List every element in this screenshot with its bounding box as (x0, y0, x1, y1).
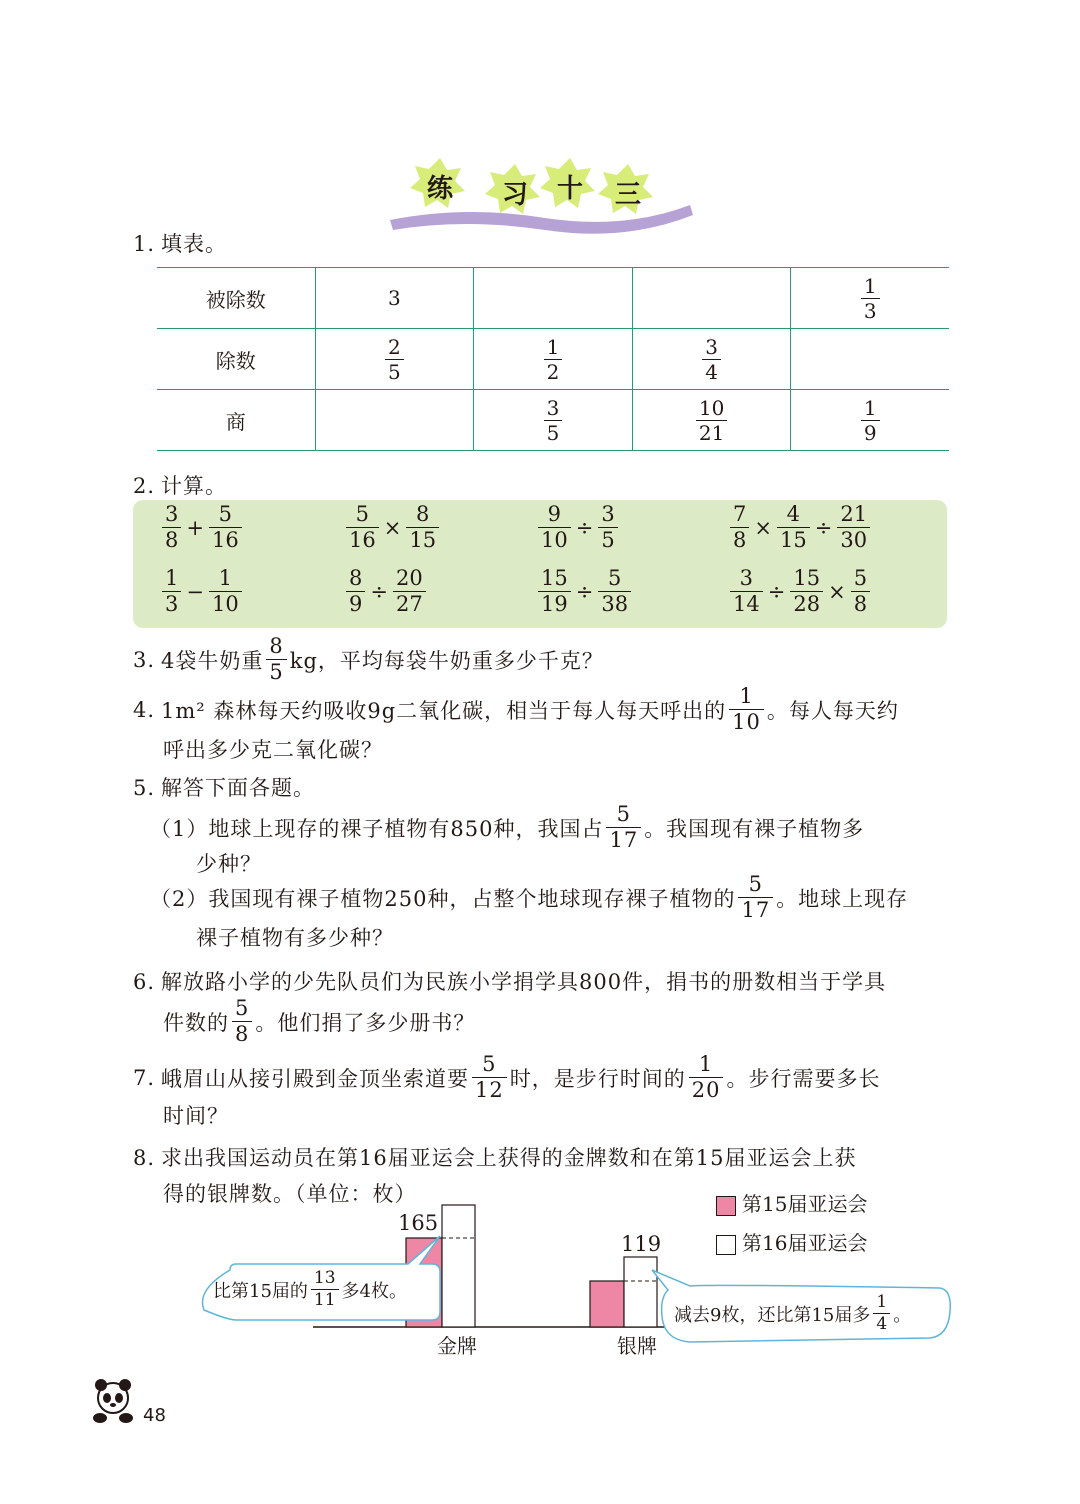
calc-fraction-den: 15 (406, 527, 439, 551)
calc-fraction-den: 14 (730, 591, 763, 615)
q7-text-a: 峨眉山从接引殿到金顶坐索道要 (161, 1066, 469, 1091)
calc-fraction-num: 15 (793, 566, 821, 590)
q7-number: 7. (133, 1065, 156, 1090)
calc-fraction-den: 10 (209, 591, 242, 615)
calc-operator: + (186, 515, 204, 540)
calc-fraction-num: 1 (218, 566, 233, 590)
calc-fraction-num: 3 (739, 566, 754, 590)
page-number: 48 (143, 1405, 166, 1426)
callout-silver-b: 。 (893, 1304, 912, 1326)
q5-text: 解答下面各题。 (161, 776, 315, 800)
calc-operator: × (383, 515, 402, 540)
calc-operator: ÷ (370, 579, 388, 604)
q7-text-c: 。步行需要多长 (726, 1066, 881, 1091)
q4-text-b: 。每人每天约 (766, 698, 899, 723)
bar-silver-16 (624, 1257, 657, 1327)
label-119: 119 (621, 1232, 662, 1256)
calc-fraction-num: 21 (840, 502, 868, 526)
title-char-2: 习 (502, 180, 529, 210)
q4-frac-den: 10 (729, 709, 764, 733)
callout-silver-text (674, 1294, 911, 1333)
table-cell-fraction-den: 5 (385, 359, 404, 382)
label-165: 165 (398, 1211, 439, 1235)
table-cell-fraction-num: 3 (705, 334, 718, 359)
q7-frac2-den: 20 (689, 1077, 724, 1101)
calc-fraction-den: 28 (790, 591, 823, 615)
calc-fraction-den: 5 (598, 527, 617, 551)
calc-fraction-den: 10 (538, 527, 571, 551)
calc-fraction-num: 5 (853, 566, 868, 590)
callout-silver-frac-num: 1 (876, 1292, 888, 1312)
q3-number: 3. (133, 647, 156, 672)
calc-fraction-num: 7 (733, 502, 747, 526)
q3-text-a: 4袋牛奶重 (161, 648, 264, 673)
calc-fraction-den: 27 (393, 591, 426, 615)
q8-number: 8. (133, 1146, 156, 1170)
q5-p2-text-c: 裸子植物有多少种？ (196, 926, 394, 950)
table-cell-fraction-den: 2 (544, 359, 563, 382)
q1-text: 填表。 (161, 232, 227, 256)
q1-number: 1. (133, 232, 156, 256)
calc-fraction-den: 9 (346, 591, 365, 615)
calc-fraction-num: 5 (608, 566, 622, 590)
bar-gold-16 (442, 1205, 475, 1327)
q7-frac1-den: 12 (472, 1077, 507, 1101)
q5-p2-frac-num: 5 (748, 872, 763, 896)
calc-fraction-den: 19 (538, 591, 571, 615)
table-row-label: 被除数 (157, 268, 315, 329)
table-cell-fraction-num: 10 (698, 395, 725, 420)
q6-frac-den: 8 (232, 1021, 252, 1045)
q4-number: 4. (133, 697, 156, 722)
q5-p2-frac-den: 17 (738, 897, 773, 921)
callout-gold-b: 多4枚。 (341, 1280, 407, 1302)
calc-fraction-num: 5 (218, 502, 233, 526)
table-cell-fraction-num: 3 (546, 395, 560, 420)
callout-gold-text (213, 1270, 407, 1309)
q6-text-c: 。他们捐了多少册书？ (255, 1010, 476, 1035)
table-cell-fraction-den: 21 (696, 420, 727, 443)
q3-text-b: kg，平均每袋牛奶重多少千克？ (289, 648, 604, 673)
category-gold: 金牌 (437, 1334, 477, 1358)
panda-icon (88, 1376, 138, 1426)
callout-silver-frac-den: 4 (873, 1313, 890, 1333)
title-char-1: 练 (427, 174, 454, 204)
calc-fraction-den: 30 (837, 527, 870, 551)
q4-text-a: 1m² 森林每天约吸收9g二氧化碳，相当于每人每天呼出的 (161, 698, 727, 723)
bar-silver-15 (590, 1281, 624, 1327)
table-cell-fraction-num: 1 (546, 334, 560, 359)
calc-fraction-den: 15 (777, 527, 810, 551)
calc-fraction-num: 5 (355, 502, 370, 526)
table-cell-fraction-den: 9 (861, 420, 880, 443)
q5-p1-text-a: （1）地球上现存的裸子植物有850种，我国占 (150, 816, 604, 841)
q5-p1-text-c: 少种？ (196, 852, 262, 876)
calc-fraction-num: 8 (349, 566, 363, 590)
table-row-label: 除数 (157, 329, 315, 390)
calc-operator: ÷ (575, 515, 594, 540)
category-silver: 银牌 (617, 1334, 657, 1358)
callout-silver-a: 减去9枚，还比第15届多 (674, 1304, 871, 1326)
q4-text-c: 呼出多少克二氧化碳？ (163, 738, 383, 762)
calc-fraction-den: 8 (851, 591, 870, 615)
calc-fraction-num: 3 (165, 502, 179, 526)
calc-fraction-den: 38 (598, 591, 631, 615)
q5-p2-text-a: （2）我国现有裸子植物250种，占整个地球现存裸子植物的 (150, 886, 736, 911)
table-cell-fraction-num: 1 (863, 273, 877, 298)
calc-operator: ÷ (575, 579, 594, 604)
table-cell-fraction-num: 2 (388, 334, 401, 359)
q2-text: 计算。 (161, 474, 227, 498)
calc-operator: − (186, 579, 204, 604)
calc-fraction-num: 8 (416, 502, 430, 526)
q7-frac1-num: 5 (482, 1052, 497, 1076)
q5-number: 5. (133, 776, 156, 800)
q8-text-a: 求出我国运动员在第16届亚运会上获得的金牌数和在第15届亚运会上获 (161, 1146, 857, 1170)
q5-p1-text-b: 。我国现有裸子植物多 (644, 816, 865, 841)
q6-text-b: 件数的 (163, 1010, 229, 1035)
calc-fraction-den: 16 (346, 527, 379, 551)
calc-fraction-den: 8 (162, 527, 181, 551)
calc-operator: ÷ (767, 579, 786, 604)
table-cell: 3 (315, 268, 474, 329)
calc-fraction-num: 1 (165, 566, 179, 590)
q5-p1-frac-num: 5 (616, 802, 631, 826)
callout-gold-frac-den: 11 (311, 1289, 339, 1309)
calc-operator: ÷ (814, 515, 833, 540)
calc-fraction-num: 3 (601, 502, 615, 526)
q7-text-d: 时间？ (163, 1104, 229, 1128)
calc-fraction-num: 20 (395, 566, 423, 590)
calc-fraction-num: 15 (541, 566, 568, 590)
q8-text-b: 得的银牌数。（单位：枚） (163, 1182, 417, 1206)
callout-silver-fraction (873, 1294, 890, 1333)
table-row-label: 商 (157, 390, 315, 451)
q6-frac-num: 5 (235, 996, 250, 1020)
legend-label-16: 第16届亚运会 (742, 1231, 868, 1255)
table-cell-fraction-den: 4 (702, 359, 721, 382)
calc-fraction-num: 9 (547, 502, 562, 526)
calc-fraction-num: 4 (786, 502, 801, 526)
q5-p1-frac-den: 17 (606, 827, 641, 851)
title-char-3: 十 (557, 174, 584, 204)
q4-frac-num: 1 (739, 684, 754, 708)
calc-operator: × (828, 579, 846, 604)
q3-frac-den: 5 (266, 659, 286, 683)
legend-label-15: 第15届亚运会 (742, 1192, 868, 1216)
calc-operator: × (754, 515, 772, 540)
table-cell-fraction-den: 5 (544, 420, 563, 443)
q6-text-a: 解放路小学的少先队员们为民族小学捐学具800件，捐书的册数相当于学具 (161, 970, 887, 994)
q3-frac-num: 8 (269, 634, 284, 658)
q7-text-b: 时，是步行时间的 (509, 1066, 686, 1091)
callout-gold-a: 比第15届的 (213, 1280, 308, 1302)
q6-number: 6. (133, 970, 156, 994)
callout-gold-fraction (311, 1270, 339, 1309)
table-cell-fraction-den: 3 (861, 298, 880, 321)
q2-number: 2. (133, 474, 156, 498)
q5-p2-text-b: 。地球上现存 (776, 886, 909, 911)
calc-fraction-den: 3 (162, 591, 181, 615)
title-char-4: 三 (615, 180, 642, 210)
table-cell-fraction-num: 1 (863, 395, 877, 420)
calc-fraction-den: 16 (209, 527, 242, 551)
q7-frac2-num: 1 (698, 1052, 714, 1076)
calc-fraction-den: 8 (730, 527, 749, 551)
callout-gold-frac-num: 13 (313, 1268, 336, 1288)
